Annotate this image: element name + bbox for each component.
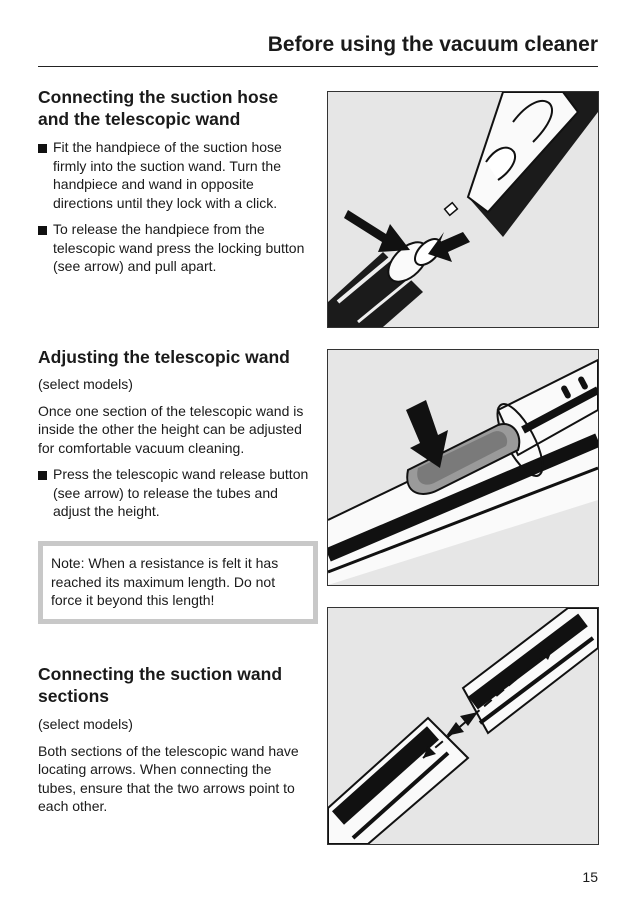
- page-header-title: Before using the vacuum cleaner: [267, 33, 598, 56]
- release-arrow-icon: [406, 400, 448, 468]
- bullet-square-icon: [38, 226, 47, 235]
- section-connecting-hose: [38, 86, 312, 276]
- section-adjusting-wand: [38, 346, 312, 521]
- bullet-item: [38, 465, 312, 521]
- bullet-item: [38, 138, 312, 212]
- section-heading: Adjusting the telescopic wand: [38, 347, 290, 367]
- select-models-label: (select models): [38, 376, 133, 392]
- bullet-text: Fit the handpiece of the suction hose firmly into the suction wand. Turn the handpiece and wand in opposite directions until they lock with a click.: [53, 139, 282, 211]
- bullet-text: To release the handpiece from the telescopic wand press the locking button (see arrow) and pull apart.: [53, 221, 305, 274]
- bullet-text: Press the telescopic wand release button (see arrow) to release the tubes and adjust the height.: [53, 466, 309, 519]
- figure-telescopic-wand: [327, 349, 599, 586]
- figure-hose-connection: [327, 91, 599, 328]
- arrow-icon: [344, 210, 410, 252]
- section-heading: Connecting the suction hose and the telescopic wand: [38, 87, 279, 129]
- section-connecting-sections: [38, 663, 312, 816]
- bullet-square-icon: [38, 471, 47, 480]
- note-box: [38, 541, 318, 624]
- note-text: Note: When a resistance is felt it has reached its maximum length. Do not force it beyond this length!: [51, 555, 279, 608]
- figure-wand-sections: [327, 607, 599, 845]
- section-body: Once one section of the telescopic wand is inside the other the height can be adjusted for comfortable vacuum cleaning.: [38, 402, 304, 456]
- page-number: 15: [582, 869, 598, 885]
- section-body: Both sections of the telescopic wand have locating arrows. When connecting the tubes, ensure that the two arrows point to each other.: [38, 742, 299, 814]
- section-heading: Connecting the suction wand sections: [38, 664, 283, 706]
- bullet-item: [38, 220, 312, 276]
- select-models-label: (select models): [38, 716, 133, 732]
- bullet-square-icon: [38, 144, 47, 153]
- header-rule: [38, 66, 598, 67]
- locating-arrow-icon: [446, 722, 464, 736]
